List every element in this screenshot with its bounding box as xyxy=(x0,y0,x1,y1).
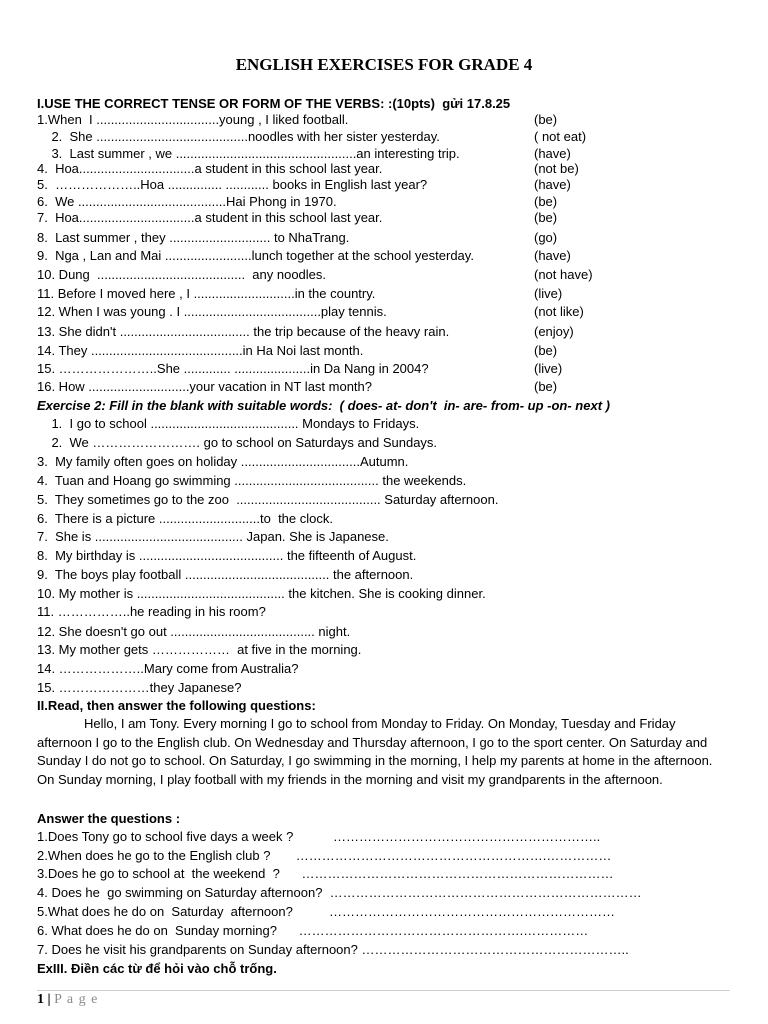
ex1-item: 14. They ..........................................in Ha Noi last month. xyxy=(37,343,364,358)
question-item: 2.When does he go to the English club ? ………………………………………………….…………… xyxy=(37,848,612,863)
question-item: 4. Does he go swimming on Saturday afternoon? ……………………………………………………………… xyxy=(37,885,642,900)
ex1-item: 3. Last summer , we ..................................................an interesting trip. xyxy=(37,146,460,161)
ex1-hint: (be) xyxy=(534,112,558,127)
ex1-item: 6. We .........................................Hai Phong in 1970. xyxy=(37,194,337,209)
ex1-hint: (not be) xyxy=(534,161,579,176)
ex2-item: 2. We ……………………. go to school on Saturdays and Sundays. xyxy=(37,435,438,450)
ex1-hint: (be) xyxy=(534,379,558,394)
question-item: 6. What does he do on Sunday morning? …………………………………………….…………… xyxy=(37,923,589,938)
ex2-item: 8. My birthday is ........................................ the fifteenth of August. xyxy=(37,548,417,563)
page-separator: | xyxy=(44,992,55,1007)
ex2-item: 11. ……………..he reading in his room? xyxy=(37,604,266,619)
ex1-item: 1.When I ..................................young , I liked football. xyxy=(37,112,349,127)
question-item: 3.Does he go to school at the weekend ? ……………………………………………………………… xyxy=(37,866,614,881)
ex2-item: 10. My mother is ......................................... the kitchen. She is cooking dinner. xyxy=(37,586,486,601)
ex1-item: 7. Hoa................................a student in this school last year. xyxy=(37,210,383,225)
page-title: ENGLISH EXERCISES FOR GRADE 4 xyxy=(235,55,533,74)
ex2-item: 14. ………………..Mary come from Australia? xyxy=(37,661,299,676)
ex1-hint: (be) xyxy=(534,194,558,209)
ex2-item: 9. The boys play football ........................................ the afternoon. xyxy=(37,567,414,582)
ex1-hint: (go) xyxy=(534,230,558,245)
answer-heading: Answer the questions : xyxy=(37,811,181,826)
ex1-item: 4. Hoa................................a student in this school last year. xyxy=(37,161,383,176)
ex2-item: 12. She doesn't go out ........................................ night. xyxy=(37,624,351,639)
ex2-item: 4. Tuan and Hoang go swimming ........................................ the weekends. xyxy=(37,473,467,488)
page-footer xyxy=(37,992,98,1008)
ex1-item: 9. Nga , Lan and Mai ........................lunch together at the school yesterday. xyxy=(37,248,474,263)
ex1-hint: (not have) xyxy=(534,267,593,282)
ex1-hint: ( not eat) xyxy=(534,129,587,144)
reading-passage xyxy=(37,715,727,789)
ex1-hint: (have) xyxy=(534,177,571,192)
ex1-hint: (enjoy) xyxy=(534,324,574,339)
ex1-item: 8. Last summer , they ............................ to NhaTrang. xyxy=(37,230,350,245)
ex1-hint: (be) xyxy=(534,210,558,225)
ex1-hint: (be) xyxy=(534,343,558,358)
ex1-hint: (live) xyxy=(534,361,563,376)
section2-heading: II.Read, then answer the following questions: xyxy=(37,698,316,713)
section3-heading: ExIII. Điền các từ để hỏi vào chỗ trống. xyxy=(37,961,277,976)
question-item: 1.Does Tony go to school five days a week ? …………………………………………………….. xyxy=(37,829,601,844)
reading-text: Hello, I am Tony. Every morning I go to school from Monday to Friday. On Monday, Tuesday and Friday afternoon I go to the English club. On Wednesday and Thursday afternoon, I go to the sport center. On Saturday and Sunday I do not go to school. On Saturday, I go swimming in the morning, I help my parents at home in the afternoon. On Sunday morning, I play football with my friends in the morning and visit my grandparents in the afternoon. xyxy=(37,716,713,787)
page-label: P a g e xyxy=(54,992,99,1007)
ex1-hint: (have) xyxy=(534,248,571,263)
ex1-item: 13. She didn't .................................... the trip because of the heavy rain. xyxy=(37,324,450,339)
ex2-item: 13. My mother gets ……………… at five in the morning. xyxy=(37,642,362,657)
ex1-hint: (live) xyxy=(534,286,563,301)
ex2-item: 5. They sometimes go to the zoo ........................................ Saturday afternoon. xyxy=(37,492,499,507)
question-item: 7. Does he visit his grandparents on Sunday afternoon? …………………………………………………….. xyxy=(37,942,629,957)
ex2-item: 7. She is ......................................... Japan. She is Japanese. xyxy=(37,529,389,544)
ex1-item: 5. ………………..Hoa ............... ............ books in English last year? xyxy=(37,177,428,192)
section1-heading: I.USE THE CORRECT TENSE OR FORM OF THE VERBS: :(10pts) gửi 17.8.25 xyxy=(37,96,511,111)
question-item: 5.What does he do on Saturday afternoon? ………………………………………………………… xyxy=(37,904,615,919)
exercise2-heading: Exercise 2: Fill in the blank with suitable words: ( does- at- don't in- are- from- up -on- next ) xyxy=(37,398,610,413)
ex1-hint: (not like) xyxy=(534,304,584,319)
ex2-item: 1. I go to school ......................................... Mondays to Fridays. xyxy=(37,416,420,431)
ex1-item: 11. Before I moved here , I ............................in the country. xyxy=(37,286,376,301)
ex2-item: 3. My family often goes on holiday .................................Autumn. xyxy=(37,454,409,469)
ex1-item: 10. Dung ......................................... any noodles. xyxy=(37,267,327,282)
ex1-item: 16. How ............................your vacation in NT last month? xyxy=(37,379,373,394)
ex1-item: 12. When I was young . I ......................................play tennis. xyxy=(37,304,387,319)
ex1-item: 15. …………………..She ............. .....................in Da Nang in 2004? xyxy=(37,361,429,376)
ex1-item: 2. She ..........................................noodles with her sister yesterday. xyxy=(37,129,440,144)
ex1-hint: (have) xyxy=(534,146,571,161)
footer-divider xyxy=(37,990,730,991)
ex2-item: 6. There is a picture ............................to the clock. xyxy=(37,511,333,526)
ex2-item: 15. …………………they Japanese? xyxy=(37,680,242,695)
page-number: 1 xyxy=(37,992,44,1007)
